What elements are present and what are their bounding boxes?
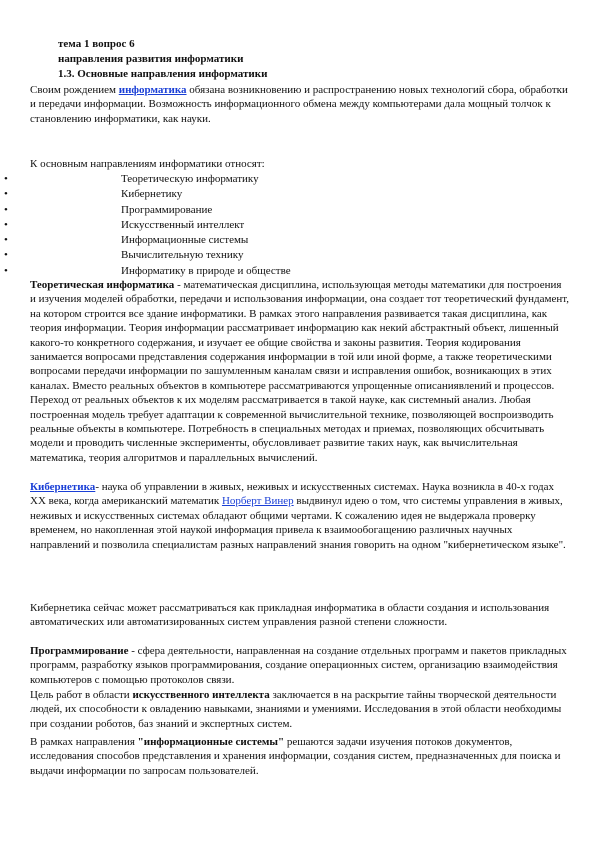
bullet: • <box>4 203 8 216</box>
cybernetics-paragraph <box>30 480 570 552</box>
infosys-text: решаются задачи изучения потоков документов, исследования способов представления и хранения информации, создания систем, предназначенных для поиска и выдачи информации по запросам пользователей. <box>30 736 561 777</box>
infosys-paragraph <box>30 735 570 778</box>
directions-lead: К основным направлениям информатики относят: <box>30 158 265 170</box>
bullet: • <box>4 234 8 247</box>
theory-text: - математическая дисциплина, использующая методы математики для построения и изучения моделей обработки, передачи и использования информации, она создает тот теоретический фундамент, на котором строится все здание информатики. В рамках этого направления развивается такая дисциплина, как теория информации. Теория информации рассматривает информацию как некий абстрактный объект, лишенный какого-то конкретного содержания, и изучает ее общие свойства и законы развития. Теория кодирования занимается вопросами представления содержания информации в той или иной форме, а также теоретическими вопросами передачи информации по зашумленным каналам связи и исправления ошибок, возникающих в этих каналах. Вместо реальных объектов в компьютере рассматриваются упрощенные описаниявлений и процессов. Переход от реальных объектов к их моделям рассматривается в такой науке, как системный анализ. Любая построенная модель требует адаптации к современной вычислительной технике, позволяющей воспроизводить реальные объекты в компьютере. Потребность в специальных методах и приемах, позволяющих обсчитывать модели и проводить численные эксперименты, обусловливает развитие таких наук, как вычислительная математика, теория алгоритмов и параллельных вычислений. <box>30 279 569 464</box>
infosys-pre: В рамках направления <box>30 736 138 748</box>
bullet: • <box>4 249 8 262</box>
programming-text: - сфера деятельности, направленная на создание отдельных программ и пакетов прикладных программ, разработку языков программирования, создание операционных систем, организацию взаимодействия компьютеров с помощью протоколов связи. <box>30 645 567 686</box>
programming-paragraph <box>30 644 570 687</box>
list-item <box>0 218 595 233</box>
cybernetics-text-1: - наука об управлении в живых, неживых и искусственных системах. Наука возникла в 40-х годах XX века, когда американский математик <box>30 481 555 508</box>
list-item <box>0 264 595 279</box>
norbert-wiener-link[interactable]: Норберт Винер <box>221 495 294 508</box>
list-item <box>0 172 595 187</box>
list-item-label: Информационные системы <box>121 234 249 247</box>
list-item-label: Информатику в природе и обществе <box>121 264 291 277</box>
ai-pre: Цель работ в области <box>30 689 133 701</box>
applied-paragraph: Кибернетика сейчас может рассматриваться как прикладная информатика в области создания и использования автоматических или автоматизированных систем управления разной степени сложности. <box>30 602 550 629</box>
list-item-label: Кибернетику <box>121 188 183 201</box>
ai-paragraph <box>30 688 570 731</box>
informatics-link[interactable]: информатика <box>118 84 187 96</box>
list-item <box>0 203 595 218</box>
theory-paragraph <box>30 278 570 465</box>
document-header <box>58 37 267 82</box>
list-item <box>0 187 595 202</box>
cybernetics-link[interactable]: Кибернетика <box>30 481 96 493</box>
bullet: • <box>4 264 8 277</box>
intro-post: обязана возникновению и распространению новых технологий сбора, обработки и передачи информации. Возможность информационного обмена между компьютерами дала мощный толчок к становлению информатики, как науки. <box>30 84 568 125</box>
list-item-label: Программирование <box>121 203 213 216</box>
intro-paragraph <box>30 83 570 126</box>
programming-term: Программирование <box>30 645 129 657</box>
section-title: 1.3. Основные направления информатики <box>58 68 268 80</box>
intro-pre: Своим рождением <box>30 84 119 96</box>
ai-term: искусственного интеллекта <box>132 689 270 701</box>
ai-text: заключается в на раскрытие тайны творческой деятельности людей, их способности к овладению навыками, знаниями и умениями. Исследования в этой области необходимы при создании роботов, баз знаний и экспертных систем. <box>30 689 562 730</box>
header-topic: тема 1 вопрос 6 <box>58 38 135 50</box>
list-item-label: Искусственный интеллект <box>121 218 245 231</box>
theory-term: Теоретическая информатика <box>30 279 175 291</box>
list-item <box>0 248 595 263</box>
list-item-label: Вычислительную технику <box>121 249 244 262</box>
directions-list <box>0 172 595 279</box>
infosys-term: "информационные системы" <box>137 736 285 748</box>
list-item-label: Теоретическую информатику <box>121 173 259 185</box>
bullet: • <box>4 188 8 201</box>
cybernetics-text-2: выдвинул идею о том, что системы управления в живых, неживых и искусственных системах обладают общими чертами. К сожалению идея не выдержала проверку временем, но накопленная этой наукой информация привела к взаимообогащению различных научных направлений и позволила специалистам разных направлений знания говорить на одном "кибернетическом языке". <box>30 495 566 551</box>
bullet: • <box>4 218 8 231</box>
list-item <box>0 233 595 248</box>
bullet: • <box>4 173 8 185</box>
header-subject: направления развития информатики <box>58 53 244 65</box>
